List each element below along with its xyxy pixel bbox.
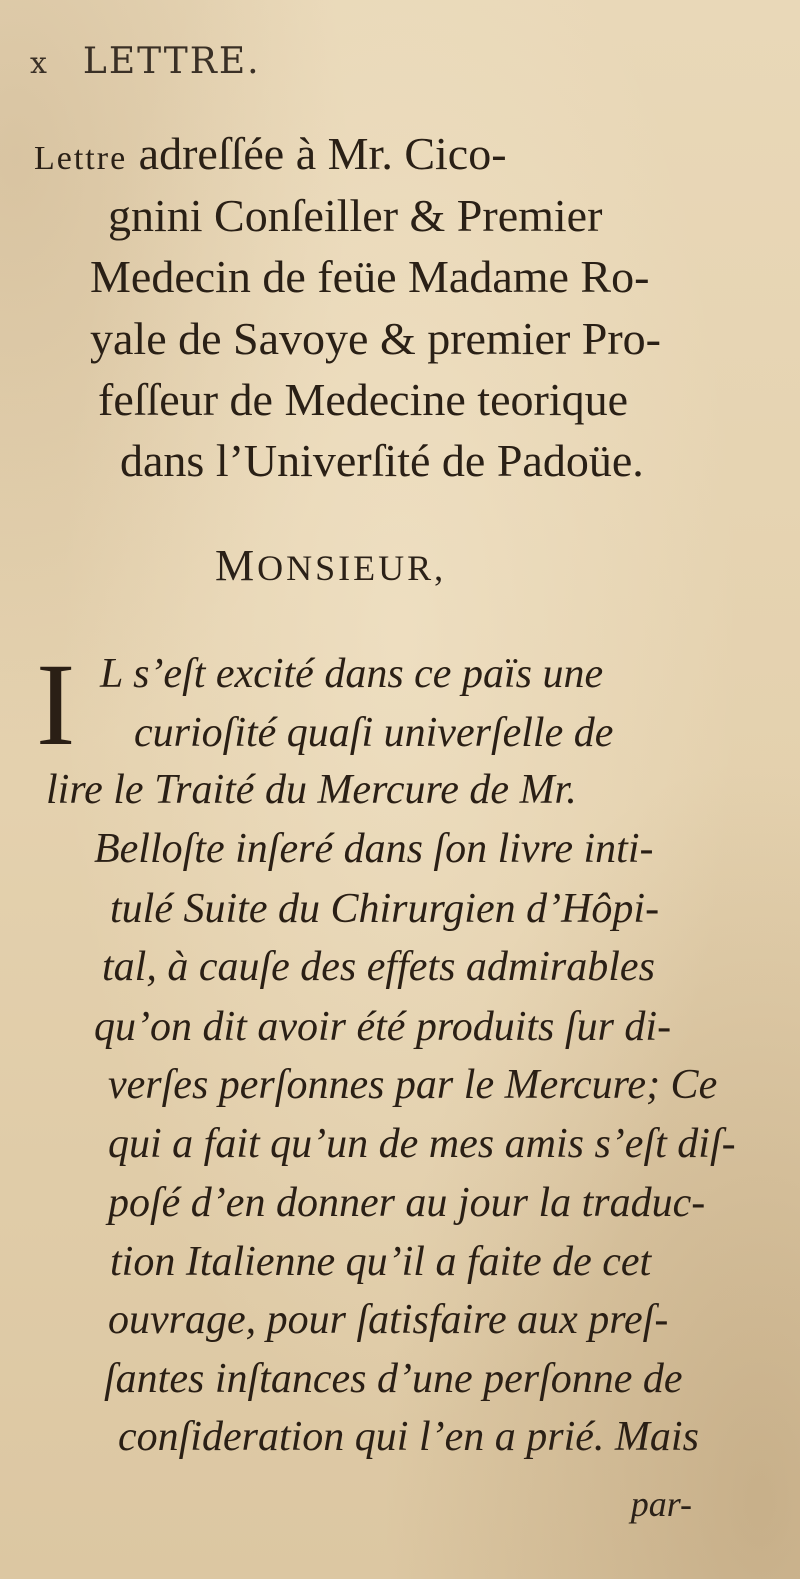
body-line: qu’on dit avoir été produits ſur di- [94, 1004, 672, 1050]
body-line: poſé d’en donner au jour la traduc- [108, 1180, 706, 1226]
letter-title-line [34, 128, 507, 179]
body-line: conſideration qui l’en a prié. Mais [118, 1414, 699, 1460]
page-number: x [30, 46, 49, 81]
body-line: verſes perſonnes par le Mercure; Ce [108, 1062, 718, 1108]
letter-title-line: dans l’Univerſité de Padoüe. [120, 435, 644, 486]
running-header [30, 41, 261, 82]
letter-title-line: feſſeur de Medecine teorique [98, 374, 629, 425]
body-line: lire le Traité du Mercure de Mr. [46, 767, 577, 813]
letter-title-line: yale de Savoye & premier Pro- [90, 313, 661, 364]
drop-cap: I [36, 639, 76, 770]
body-line: tal, à cauſe des effets admirables [102, 944, 655, 990]
letter-title-line: gnini Conſeiller & Premier [108, 190, 603, 241]
letter-title-text: adreſſée à Mr. Cico- [127, 128, 507, 179]
body-line: curioſité quaſi univerſelle de [134, 710, 614, 756]
letter-title-line: Medecin de feüe Madame Ro- [90, 251, 650, 302]
salutation-initial: M [215, 541, 258, 590]
body-line: ouvrage, pour ſatisfaire aux preſ- [108, 1297, 669, 1343]
salutation-rest: ONSIEUR, [257, 548, 447, 588]
catchword: par- [630, 1484, 692, 1524]
body-line: Belloſte inſeré dans ſon livre inti- [94, 826, 654, 872]
body-line: ſantes inſtances d’une perſonne de [104, 1356, 683, 1402]
body-line: qui a fait qu’un de mes amis s’eſt diſ- [108, 1121, 736, 1167]
letter-title-smallcaps: Lettre [34, 140, 128, 177]
running-title: LETTRE. [82, 41, 261, 82]
body-line: tulé Suite du Chirurgien d’Hôpi- [110, 886, 660, 932]
body-line: tion Italienne qu’il a faite de cet [110, 1239, 652, 1285]
salutation [215, 541, 447, 590]
body-line: L s’eſt excité dans ce païs une [100, 651, 604, 697]
